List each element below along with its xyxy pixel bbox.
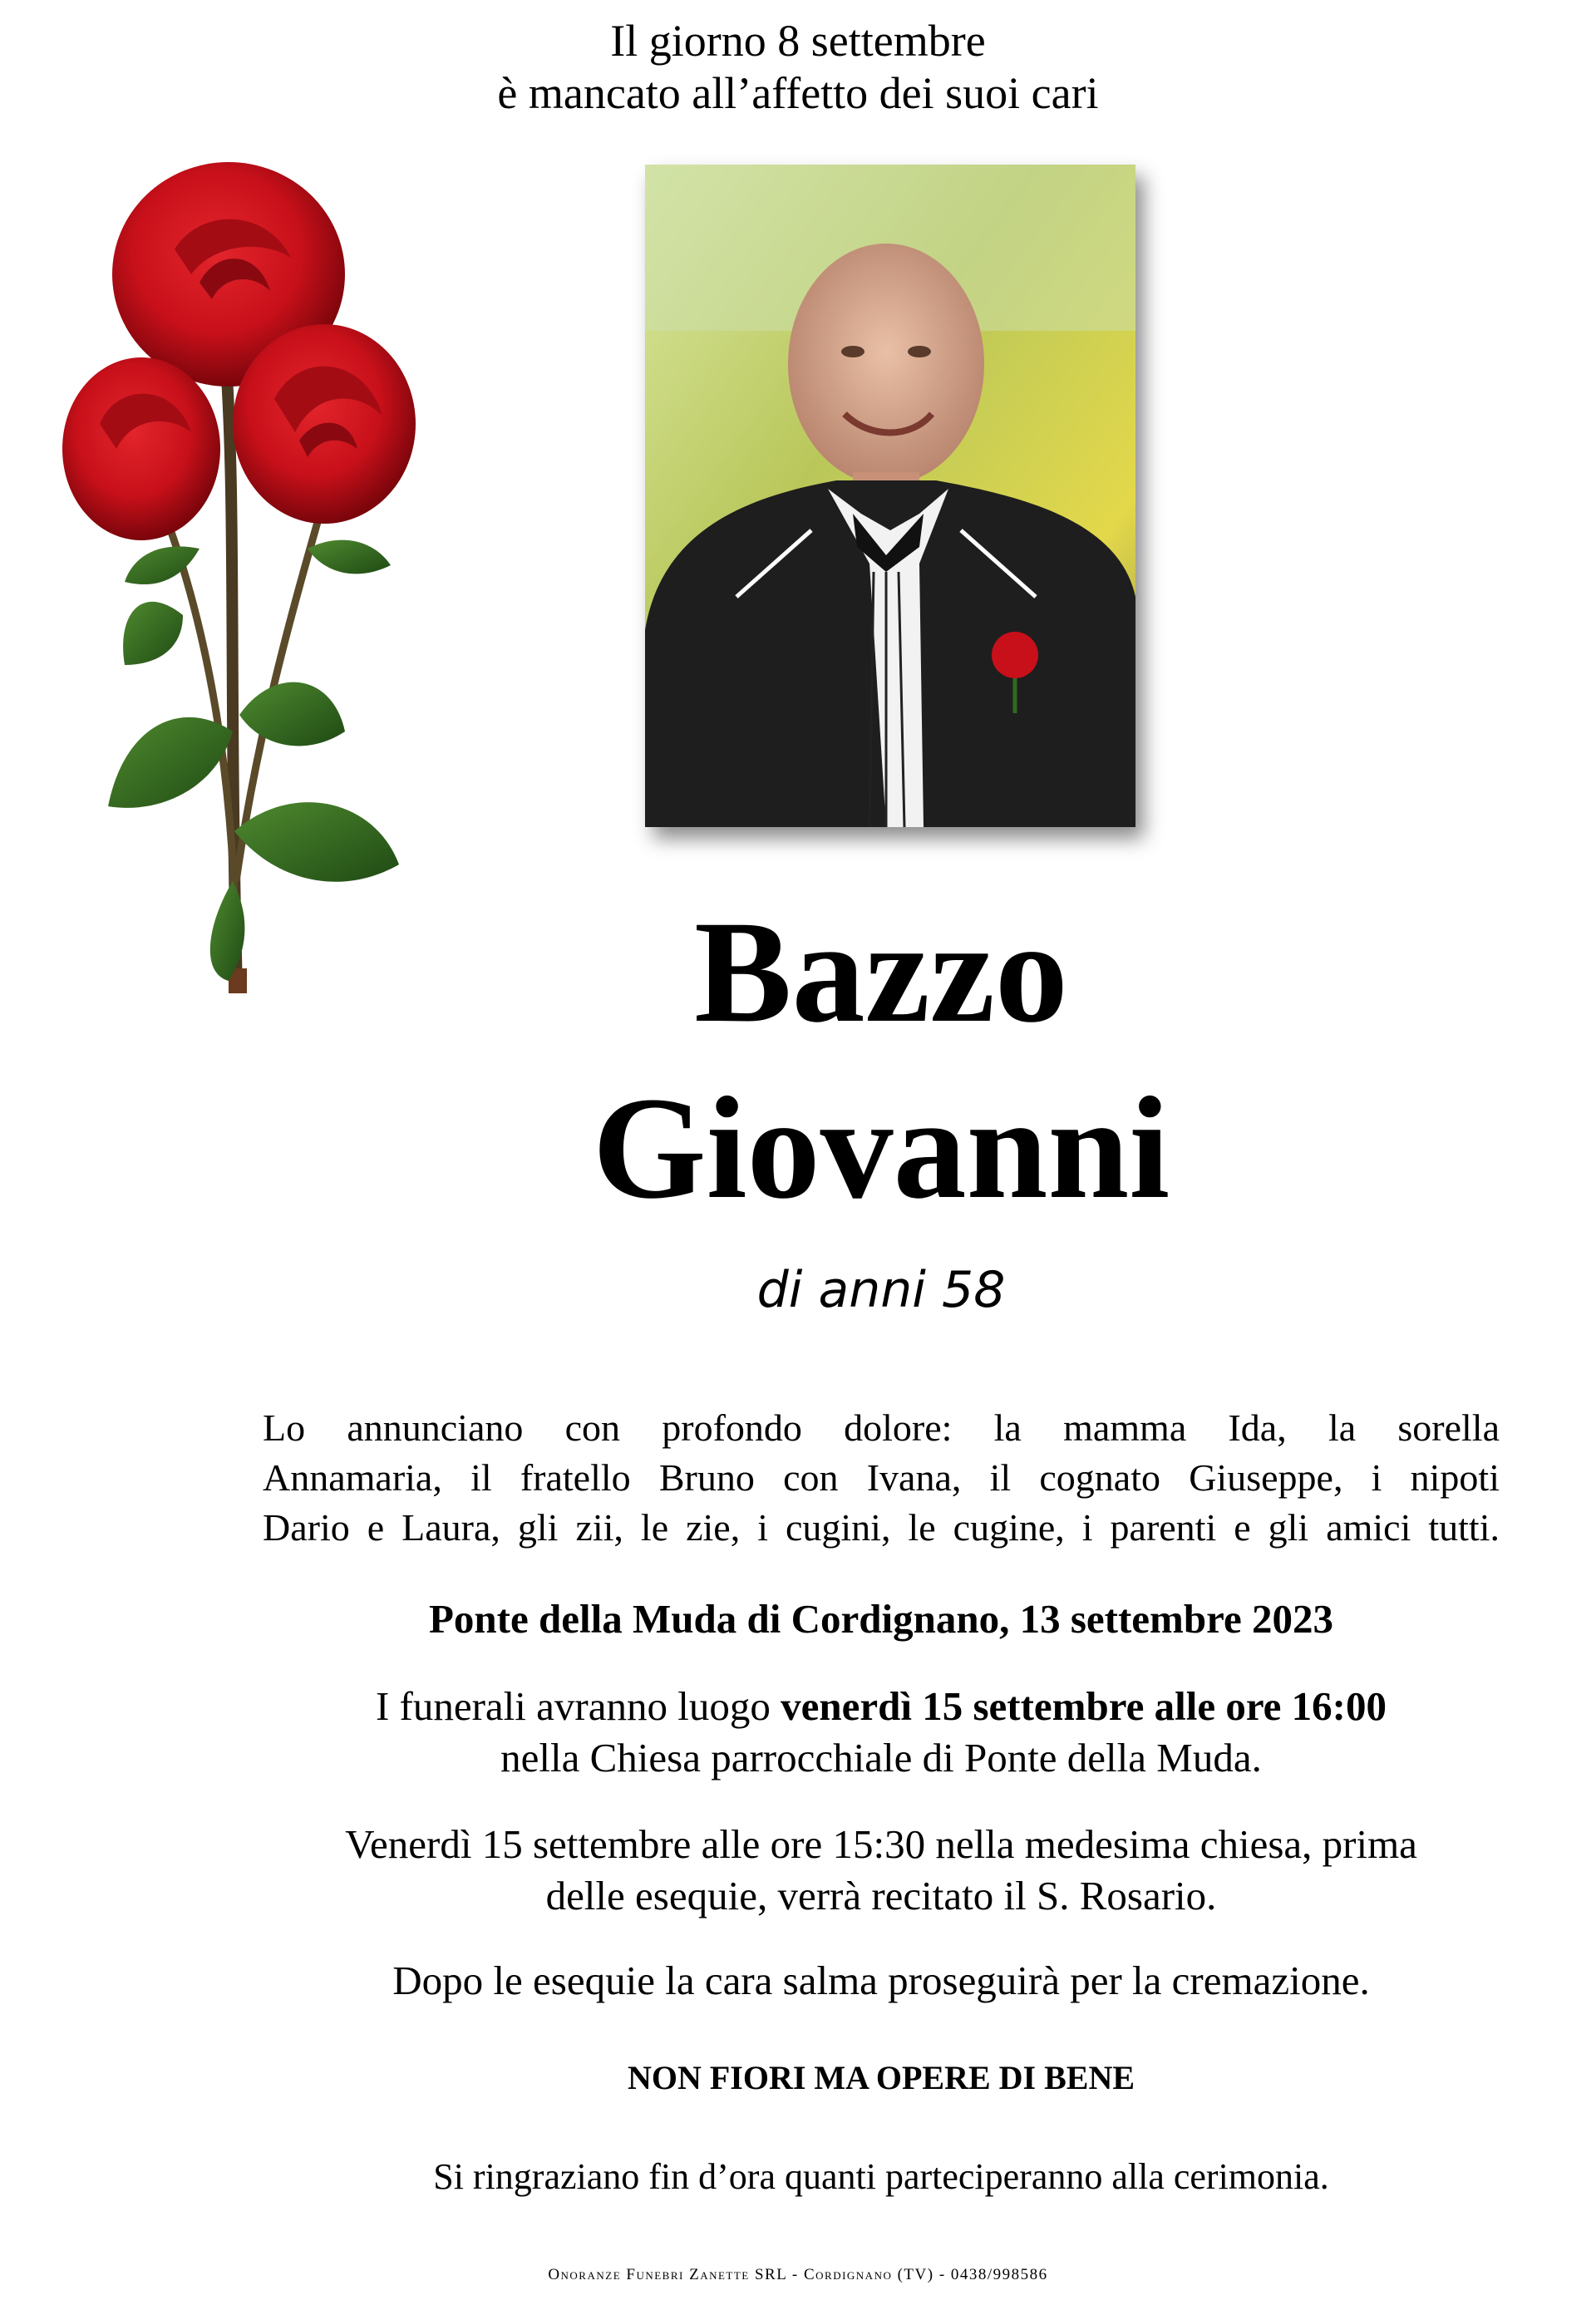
funeral-where: nella Chiesa parrocchiale di Ponte della Muda. [500, 1735, 1262, 1780]
thanks-note: Si ringraziano fin d’ora quanti parteciperanno alla cerimonia. [433, 2156, 1329, 2197]
announcement-line-1: Lo annunciano con profondo dolore: la mamma Ida, la sorella [263, 1406, 1500, 1449]
announcement-paragraph [263, 1403, 1500, 1553]
rosary-info [263, 1819, 1500, 1922]
cremation-note: Dopo le esequie la cara salma proseguirà per la cremazione. [392, 1958, 1370, 2003]
rosary-line-1: Venerdì 15 settembre alle ore 15:30 nella medesima chiesa, prima [345, 1821, 1417, 1867]
deceased-surname: Bazzo [694, 891, 1068, 1053]
place-and-date: Ponte della Muda di Cordignano, 13 settembre 2023 [429, 1596, 1333, 1642]
red-roses-illustration [58, 150, 507, 1006]
funeral-when: venerdì 15 settembre alle ore 16:00 [781, 1683, 1387, 1729]
intro-text [0, 15, 1596, 120]
announcement-line-2: Annamaria, il fratello Bruno con Ivana, il cognato Giuseppe, i nipoti [263, 1456, 1500, 1499]
funeral-prefix: I funerali avranno luogo [375, 1683, 781, 1729]
intro-line-1: Il giorno 8 settembre [610, 16, 986, 66]
no-flowers-note: NON FIORI MA OPERE DI BENE [627, 2059, 1135, 2096]
funeral-home-footer: Onoranze Funebri Zanette SRL - Cordignano (TV) - 0438/998586 [548, 2266, 1048, 2283]
intro-line-2: è mancato all’affetto dei suoi cari [497, 68, 1099, 118]
deceased-age: di anni 58 [756, 1261, 1006, 1319]
rosary-line-2: delle esequie, verrà recitato il S. Rosario. [545, 1873, 1217, 1918]
portrait-photo [645, 165, 1135, 827]
deceased-first-name: Giovanni [592, 1067, 1170, 1229]
funeral-info [263, 1681, 1500, 1784]
portrait-photo-frame [645, 165, 1135, 827]
announcement-line-3: Dario e Laura, gli zii, le zie, i cugini, le cugine, i parenti e gli amici tutti. [263, 1506, 1500, 1549]
